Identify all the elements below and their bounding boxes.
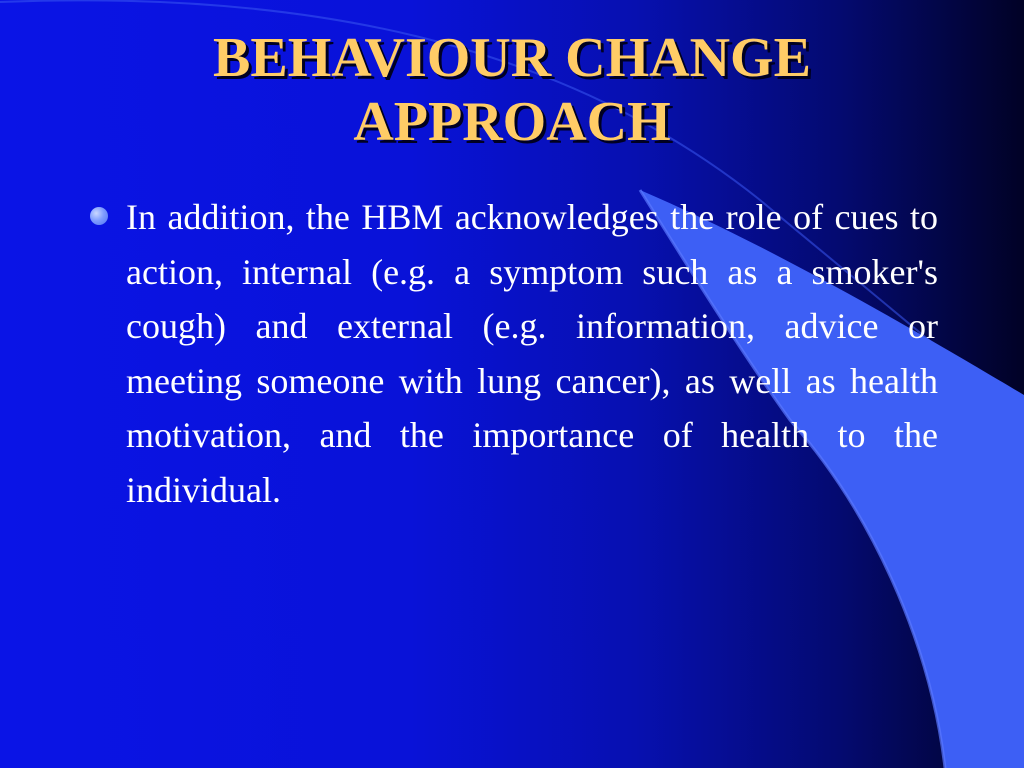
bullet-item (88, 190, 938, 517)
bullet-list (88, 190, 938, 517)
title-line-1: BEHAVIOUR CHANGE (213, 27, 811, 89)
slide-title (0, 26, 1024, 154)
bullet-text: In addition, the HBM acknowledges the role of cues to action, internal (e.g. a symptom such as a smoker's cough) and external (e.g. information, advice or meeting someone with lung cancer), as well as health motivation, and the importance of health to the individual. (126, 197, 938, 510)
bullet-dot-icon (90, 207, 108, 225)
title-line-2: APPROACH (353, 91, 671, 153)
